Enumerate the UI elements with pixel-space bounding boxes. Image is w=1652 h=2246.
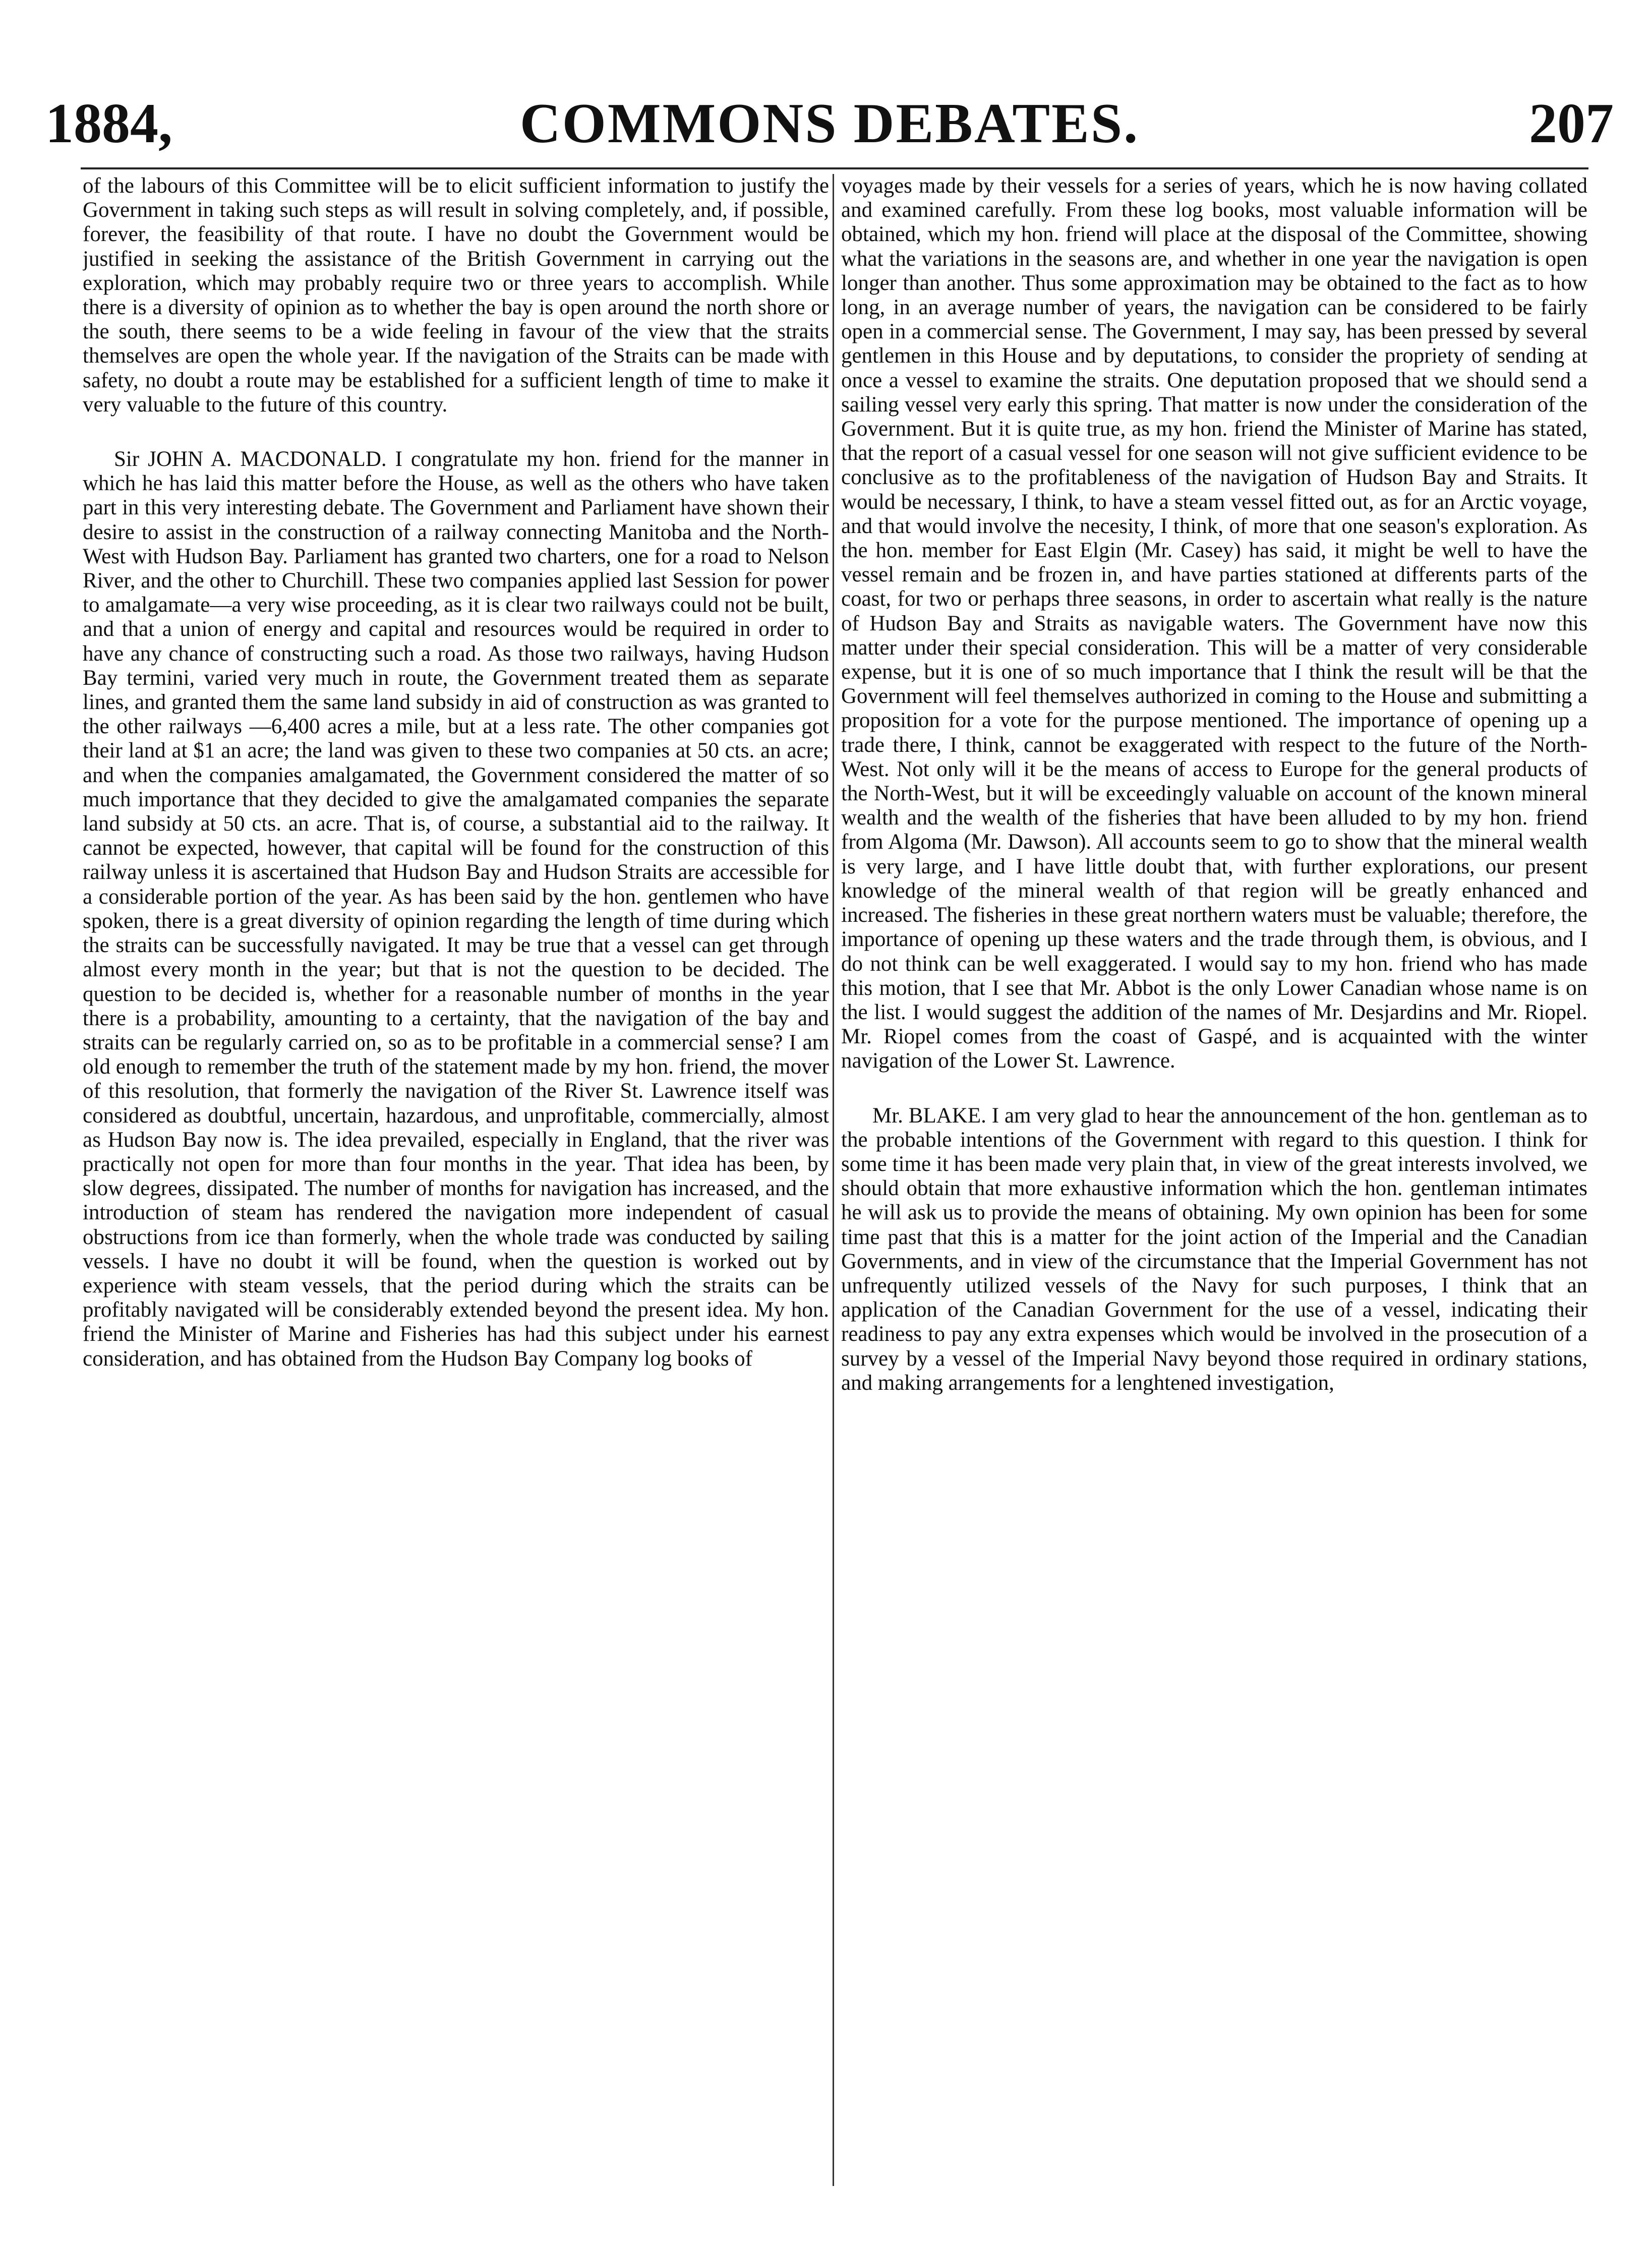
column-divider <box>833 174 834 2186</box>
right-paragraph-continuation: voyages made by their vessels for a series of years, which he is now having collated and examined carefully. From these log books, most valuable information will be obtained, which my hon. friend will place at the disposal of the Committee, showing what the variations in the seasons are, and whether in one year the navigation is open longer than another. Thus some approximation may be obtained to the fact as to how long, in an average number of years, the navigation can be considered to be fairly open in a commercial sense. The Government, I may say, has been pressed by several gentlemen in this House and by deputations, to consider the propriety of sending at once a vessel to examine the straits. One deputation proposed that we should send a sailing vessel very early this spring. That matter is now under the consideration of the Government. But it is quite true, as my hon. friend the Minister of Marine has stated, that the report of a casual vessel for one season will not give sufficient evidence to be conclusive as to the profitableness of the navigation of Hudson Bay and Straits. It would be necessary, I think, to have a steam vessel fitted out, as for an Arctic voyage, and that would involve the necesity, I think, of more that one season's exploration. As the hon. member for East Elgin (Mr. Casey) has said, it might be well to have the vessel remain and be frozen in, and have parties stationed at differents parts of the coast, for two or perhaps three seasons, in order to ascertain what really is the nature of Hudson Bay and Straits as navigable waters. The Government have now this matter under their special consideration. This will be a matter of very considerable expense, but it is one of so much importance that I think the result will be that the Government will feel themselves authorized in coming to the House and submitting a proposition for a vote for the purpose mentioned. The importance of opening up a trade there, I think, cannot be exaggerated with respect to the future of the North-West. Not only will it be the means of access to Europe for the general products of the North-West, but it will be exceedingly valuable on account of the known mineral wealth and the wealth of the fisheries that have been alluded to by my hon. friend from Algoma (Mr. Dawson). All accounts seem to go to show that the mineral wealth is very large, and I have little doubt that, with further explorations, our present knowledge of the mineral wealth of that region will be greatly enhanced and increased. The fisheries in these great northern waters must be valuable; therefore, the importance of opening up these waters and the trade through them, is obvious, and I do not think can be well exaggerated. I would say to my hon. friend who has made this motion, that I see that Mr. Abbot is the only Lower Canadian whose name is on the list. I would suggest the addition of the names of Mr. Desjardins and Mr. Riopel. Mr. Riopel comes from the coast of Gaspé, and is acquainted with the winter navigation of the Lower St. Lawrence. <box>841 174 1587 1073</box>
right-paragraph-blake <box>841 1104 1587 1395</box>
header-rule <box>81 167 1588 169</box>
speaker-name-blake: Mr. BLAKE. <box>872 1103 986 1128</box>
header-title: COMMONS DEBATES. <box>519 92 1140 155</box>
left-paragraph-macdonald <box>83 447 829 1371</box>
right-column <box>841 174 1587 2189</box>
page-header <box>45 88 1614 164</box>
left-paragraph-continuation: of the labours of this Committee will be to elicit sufficient information to justify the Government in taking such steps as will result in solving completely, and, if possible, forever, the feasibility of that route. I have no doubt the Government would be justified in seeking the assistance of the British Government in carrying out the exploration, which may probably require two or three years to accomplish. While there is a diversity of opinion as to whether the bay is open around the north shore or the south, there seems to be a wide feeling in favour of the view that the straits themselves are open the whole year. If the navigation of the Straits can be made with safety, no doubt a route may be established for a sufficient length of time to make it very valuable to the future of this country. <box>83 174 829 417</box>
speech-text-blake: I am very glad to hear the announcement of the hon. gentleman as to the probable intentions of the Government with regard to this question. I think for some time it has been made very plain that, in view of the great interests involved, we should obtain that more exhaustive information which the hon. gentleman intimates he will ask us to provide the means of obtaining. My own opinion has been for some time past that this is a matter for the joint action of the Imperial and the Canadian Governments, and in view of the circumstance that the Imperial Government has not unfrequently utilized vessels of the Navy for such purposes, I think that an application of the Canadian Government for the use of a vessel, indicating their readiness to pay any extra expenses which would be involved in the prosecution of a survey by a vessel of the Imperial Navy beyond those required in ordinary stations, and making arrangements for a lenghtened investigation, <box>841 1103 1587 1395</box>
speaker-name-macdonald: Sir JOHN A. MACDONALD. <box>114 447 387 471</box>
header-page-number: 207 <box>1529 92 1614 155</box>
header-year: 1884, <box>45 92 172 155</box>
speech-text-macdonald: I congratulate my hon. friend for the manner in which he has laid this matter before the House, as well as the others who have taken part in this very interesting debate. The Government and Parliament have shown their desire to assist in the construction of a railway connecting Manitoba and the North-West with Hudson Bay. Parliament has granted two charters, one for a road to Nelson River, and the other to Churchill. These two companies applied last Session for power to amalgamate—a very wise proceeding, as it is clear two railways could not be built, and that a union of energy and capital and resources would be required in order to have any chance of constructing such a road. As those two railways, having Hudson Bay termini, varied very much in route, the Government treated them as separate lines, and granted them the same land subsidy in aid of construction as was granted to the other railways —6,400 acres a mile, but at a less rate. The other companies got their land at $1 an acre; the land was given to these two companies at 50 cts. an acre; and when the companies amalgamated, the Government considered the matter of so much importance that they decided to give the amalgamated companies the separate land subsidy at 50 cts. an acre. That is, of course, a substantial aid to the railway. It cannot be expected, however, that capital will be found for the construction of this railway unless it is ascertained that Hudson Bay and Hudson Straits are accessible for a considerable portion of the year. As has been said by the hon. gentlemen who have spoken, there is a great diversity of opinion regarding the length of time during which the straits can be successfully navigated. It may be true that a vessel can get through almost every month in the year; but that is not the question to be decided. The question to be decided is, whether for a reasonable number of months in the year there is a probability, amounting to a certainty, that the navigation of the bay and straits can be regularly carried on, so as to be profitable in a commercial sense? I am old enough to remember the truth of the statement made by my hon. friend, the mover of this resolution, that formerly the navigation of the River St. Lawrence itself was considered as doubtful, uncertain, hazardous, and unprofitable, commercially, almost as Hudson Bay now is. The idea prevailed, especially in England, that the river was practically not open for more than four months in the year. That idea has been, by slow degrees, dissipated. The number of months for navigation has increased, and the introduction of steam has rendered the navigation more independent of casual obstructions from ice than formerly, when the whole trade was conducted by sailing vessels. I have no doubt it will be found, when the question is worked out by experience with steam vessels, that the period during which the straits can be profitably navigated will be considerably extended beyond the present idea. My hon. friend the Minister of Marine and Fisheries has had this subject under his earnest consideration, and has obtained from the Hudson Bay Company log books of <box>83 447 829 1371</box>
left-column <box>83 174 829 2189</box>
